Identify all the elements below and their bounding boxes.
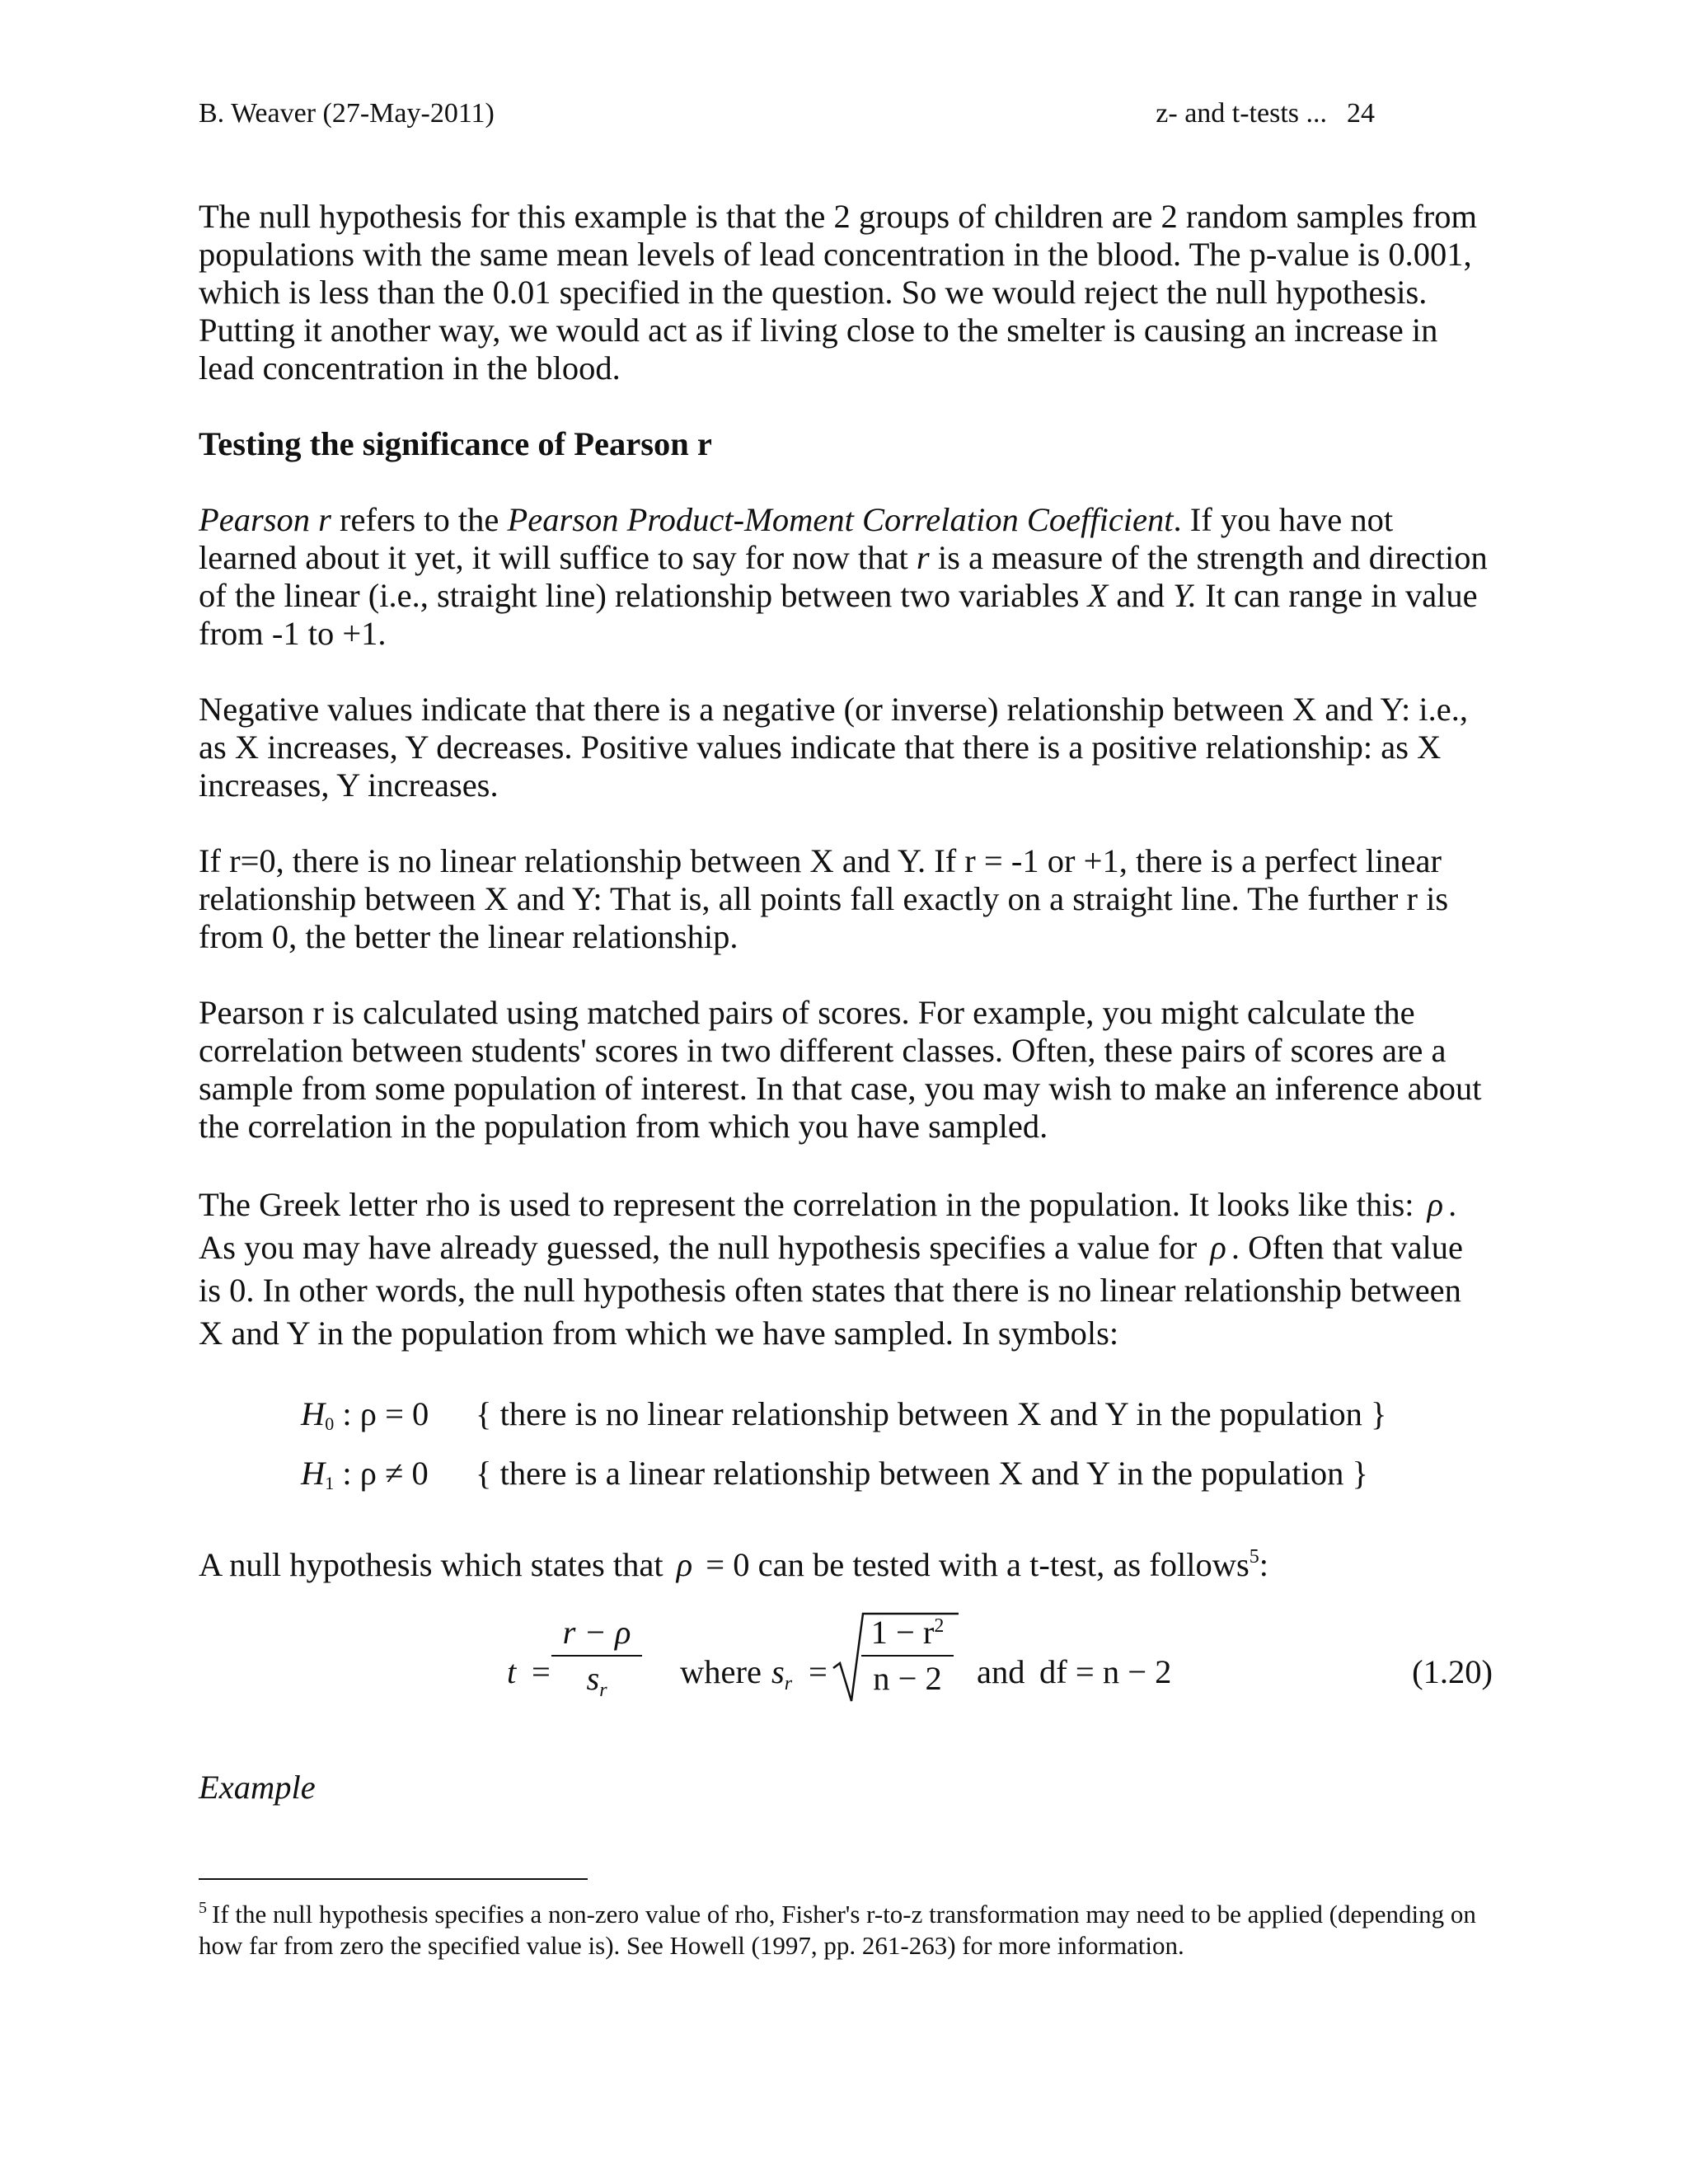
footnote-divider [199, 1878, 588, 1880]
formula-t: t [507, 1653, 517, 1690]
footnote [199, 1899, 1493, 1961]
header-title-page [1156, 97, 1375, 130]
rho-symbol: ρ [1427, 1186, 1444, 1223]
formula-df: df = n − 2 [1039, 1653, 1172, 1690]
formula-and: and [977, 1653, 1025, 1690]
footnote-marker: 5 [1249, 1546, 1259, 1568]
formula-equals: = [532, 1653, 551, 1690]
page-number: 24 [1347, 98, 1375, 129]
paragraph-pearson-definition: Pearson r refers to the Pearson Product-Moment Correlation Coefficient. If you have not learned about it yet, it will suffice to say for now that r is a measure of the strength and direction of the linear (i.e., straight line) relationship between two variables X and Y. It can range in value from -1 to +1. [199, 501, 1488, 652]
paragraph-negative-values: Negative values indicate that there is a negative (or inverse) relationship between X and Y: i.e., as X increases, Y decreases. Positive values indicate that there is a positive relationship: as X increases, Y increases. [199, 691, 1468, 804]
example-label: Example [199, 1769, 316, 1806]
formula-where: where [680, 1653, 762, 1690]
rho-symbol: ρ [676, 1546, 693, 1583]
hypothesis-h0: $H_0$ : ρ = 0 { there is no linear relationship between X and Y in the population } [301, 1395, 1387, 1434]
formula-sqrt-fraction [861, 1614, 954, 1698]
equation-number: (1.20) [1412, 1653, 1493, 1690]
paragraph-matched-pairs: Pearson r is calculated using matched pairs of scores. For example, you might calculate the correlation between students' scores in two different classes. Often, these pairs of scores are a sample from some population of interest. In that case, you may wish to make an inference about the correlation in the population from which you have sampled. [199, 994, 1482, 1145]
paragraph-t-test-intro: A null hypothesis which states that ρ = 0 can be tested with a t-test, as follows$^5$: [199, 1546, 1268, 1583]
section-heading: Testing the significance of Pearson r [199, 425, 712, 462]
hypothesis-h1: $H_1$ : ρ ≠ 0 { there is a linear relationship between X and Y in the population } [301, 1455, 1368, 1493]
rho-symbol: ρ [1210, 1229, 1226, 1266]
fraction-denominator: $s_r$ [586, 1660, 607, 1701]
equation-1-20 [199, 1614, 1493, 1737]
footnote-number: 5 [199, 1899, 207, 1917]
formula-fraction [551, 1614, 642, 1709]
header-title: z- and t-tests ... [1156, 98, 1327, 129]
sqrt-numerator: $1 - r^2$ [870, 1614, 945, 1651]
hypotheses-block [301, 1390, 1493, 1508]
header-author-date: B. Weaver (27-May-2011) [199, 98, 495, 129]
paragraph-null-hypothesis-lead: The null hypothesis for this example is that the 2 groups of children are 2 random samples from populations with the same mean levels of lead concentration in the blood. The p-value is 0.001, which is less than the 0.01 specified in the question. So we would reject the null hypothesis. Putting it another way, we would act as if living close to the smelter is causing an increase in lead concentration in the blood. [199, 198, 1478, 387]
footnote-text: If the null hypothesis specifies a non-zero value of rho, Fisher's r-to-z transformation may need to be applied (depending on how far from zero the specified value is). See Howell (1997, pp. 261-263) for more information. [199, 1900, 1476, 1960]
formula-sr: $s_r$ [771, 1653, 793, 1694]
paragraph-greek-rho: The Greek letter rho is used to represent the correlation in the population. It looks like this: ρ . As you may have already guessed, the null hypothesis specifies a value for ρ . Often that value is 0. In other words, the null hypothesis often states that there is no linear relationship between X and Y in the population from which we have sampled. In symbols: [199, 1186, 1464, 1352]
fraction-numerator: r − ρ [562, 1614, 631, 1651]
document-body [199, 198, 1493, 1807]
sqrt-denominator: n − 2 [873, 1660, 942, 1697]
paragraph-r-zero: If r=0, there is no linear relationship between X and Y. If r = -1 or +1, there is a perfect linear relationship between X and Y: That is, all points fall exactly on a straight line. The further r is from 0, the better the linear relationship. [199, 842, 1449, 955]
formula-equals: = [809, 1653, 828, 1690]
